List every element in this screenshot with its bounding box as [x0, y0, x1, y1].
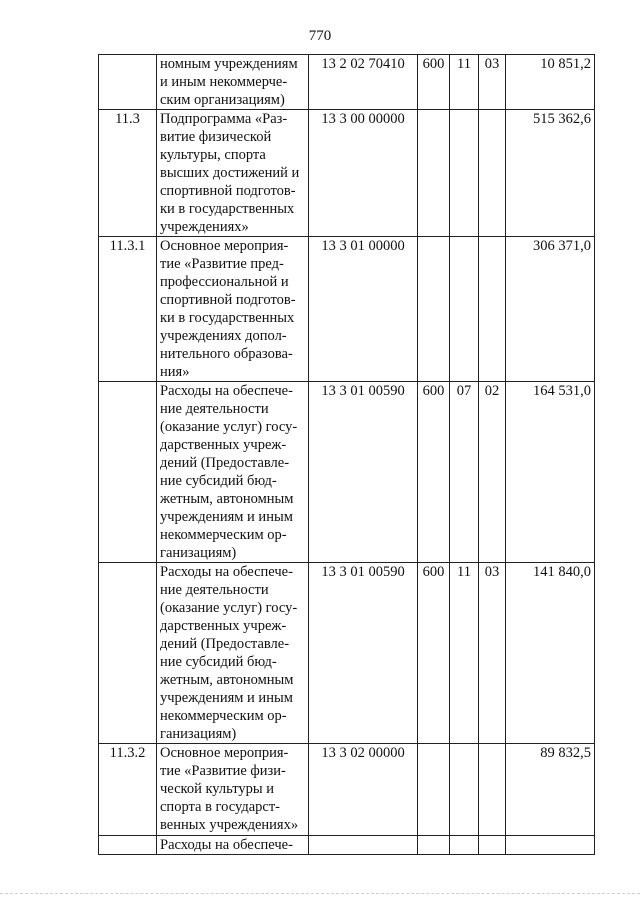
page-bottom-edge — [0, 893, 640, 894]
row-name-line: учреждениях допол- — [160, 328, 287, 344]
row-name-line: спортивной подготов- — [160, 292, 296, 308]
row-name-cell — [157, 563, 309, 744]
row-name-line: тие «Развитие пред- — [160, 256, 284, 272]
row-name-line: дарственных учреж- — [160, 618, 287, 634]
row-name-line: культуры, спорта — [160, 147, 266, 163]
row-name-cell — [157, 237, 309, 382]
row-name-line: Расходы на обеспече- — [160, 837, 293, 853]
row-name-line: спорта в государст- — [160, 799, 280, 815]
subsection-cell — [479, 110, 506, 237]
row-name-line: жетным, автономным — [160, 672, 294, 688]
target-item-code-cell: 13 3 01 00590 — [309, 563, 418, 744]
row-name-line: некоммерческим ор- — [160, 527, 287, 543]
row-name-line: учреждениям и иным — [160, 509, 293, 525]
row-name-cell — [157, 110, 309, 237]
row-number-cell: 11.3 — [99, 110, 157, 237]
row-number-cell — [99, 382, 157, 563]
row-name-line: Расходы на обеспече- — [160, 383, 293, 399]
row-name-line: ческой культуры и — [160, 781, 274, 797]
subsection-cell — [479, 744, 506, 836]
row-name-line: (оказание услуг) госу- — [160, 419, 298, 435]
row-name-line: профессиональной и — [160, 274, 289, 290]
row-name-line: нительного образова- — [160, 346, 293, 362]
row-name-line: дарственных учреж- — [160, 437, 287, 453]
row-name-line: номным учреждениям — [160, 56, 298, 72]
amount-cell — [506, 836, 595, 855]
row-name-line: ки в государственных — [160, 310, 295, 326]
budget-table — [98, 54, 595, 855]
row-name-line: учреждениях» — [160, 219, 249, 235]
table-body — [99, 55, 595, 855]
row-name-line: ния» — [160, 364, 190, 380]
table-row — [99, 55, 595, 110]
section-cell: 07 — [450, 382, 479, 563]
row-name-line: Основное мероприя- — [160, 238, 289, 254]
row-number-cell — [99, 55, 157, 110]
row-name-line: учреждениям и иным — [160, 690, 293, 706]
target-item-code-cell: 13 3 01 00590 — [309, 382, 418, 563]
amount-cell: 89 832,5 — [506, 744, 595, 836]
amount-cell: 306 371,0 — [506, 237, 595, 382]
expense-type-cell — [418, 744, 450, 836]
row-name-line: Расходы на обеспече- — [160, 564, 293, 580]
amount-cell: 10 851,2 — [506, 55, 595, 110]
row-name-cell — [157, 382, 309, 563]
section-cell — [450, 744, 479, 836]
amount-cell: 141 840,0 — [506, 563, 595, 744]
section-cell: 11 — [450, 563, 479, 744]
table-row — [99, 744, 595, 836]
row-name-line: Подпрограмма «Раз- — [160, 111, 288, 127]
target-item-code-cell: 13 3 01 00000 — [309, 237, 418, 382]
row-name-line: ние деятельности — [160, 401, 269, 417]
row-name-line: ганизациям) — [160, 545, 237, 561]
row-number-cell — [99, 836, 157, 855]
subsection-cell — [479, 836, 506, 855]
row-name-line: спортивной подготов- — [160, 183, 296, 199]
expense-type-cell: 600 — [418, 382, 450, 563]
subsection-cell: 03 — [479, 55, 506, 110]
row-name-line: ние деятельности — [160, 582, 269, 598]
row-number-cell — [99, 563, 157, 744]
row-name-line: и иным некоммерче- — [160, 74, 288, 90]
row-name-line: витие физической — [160, 129, 272, 145]
section-cell — [450, 237, 479, 382]
row-name-line: тие «Развитие физи- — [160, 763, 286, 779]
row-name-cell — [157, 55, 309, 110]
row-name-line: некоммерческим ор- — [160, 708, 287, 724]
subsection-cell: 03 — [479, 563, 506, 744]
row-name-line: ние субсидий бюд- — [160, 473, 277, 489]
row-name-line: высших достижений и — [160, 165, 300, 181]
row-name-line: дений (Предоставле- — [160, 636, 290, 652]
table-row — [99, 836, 595, 855]
row-name-line: ки в государственных — [160, 201, 295, 217]
subsection-cell — [479, 237, 506, 382]
subsection-cell: 02 — [479, 382, 506, 563]
target-item-code-cell: 13 3 02 00000 — [309, 744, 418, 836]
row-number-cell: 11.3.1 — [99, 237, 157, 382]
target-item-code-cell — [309, 836, 418, 855]
row-name-line: ским организациям) — [160, 92, 285, 108]
table-row — [99, 237, 595, 382]
section-cell — [450, 110, 479, 237]
section-cell: 11 — [450, 55, 479, 110]
row-name-cell — [157, 836, 309, 855]
table-row — [99, 382, 595, 563]
table-row — [99, 563, 595, 744]
target-item-code-cell: 13 3 00 00000 — [309, 110, 418, 237]
row-name-cell — [157, 744, 309, 836]
expense-type-cell: 600 — [418, 563, 450, 744]
row-name-line: (оказание услуг) госу- — [160, 600, 298, 616]
table-row — [99, 110, 595, 237]
expense-type-cell — [418, 237, 450, 382]
row-name-line: венных учреждениях» — [160, 817, 299, 833]
amount-cell: 164 531,0 — [506, 382, 595, 563]
page-number: 770 — [308, 28, 332, 44]
expense-type-cell — [418, 836, 450, 855]
row-number-cell: 11.3.2 — [99, 744, 157, 836]
expense-type-cell — [418, 110, 450, 237]
section-cell — [450, 836, 479, 855]
row-name-line: ганизациям) — [160, 726, 237, 742]
target-item-code-cell: 13 2 02 70410 — [309, 55, 418, 110]
row-name-line: жетным, автономным — [160, 491, 294, 507]
expense-type-cell: 600 — [418, 55, 450, 110]
row-name-line: дений (Предоставле- — [160, 455, 290, 471]
row-name-line: Основное мероприя- — [160, 745, 289, 761]
amount-cell: 515 362,6 — [506, 110, 595, 237]
row-name-line: ние субсидий бюд- — [160, 654, 277, 670]
